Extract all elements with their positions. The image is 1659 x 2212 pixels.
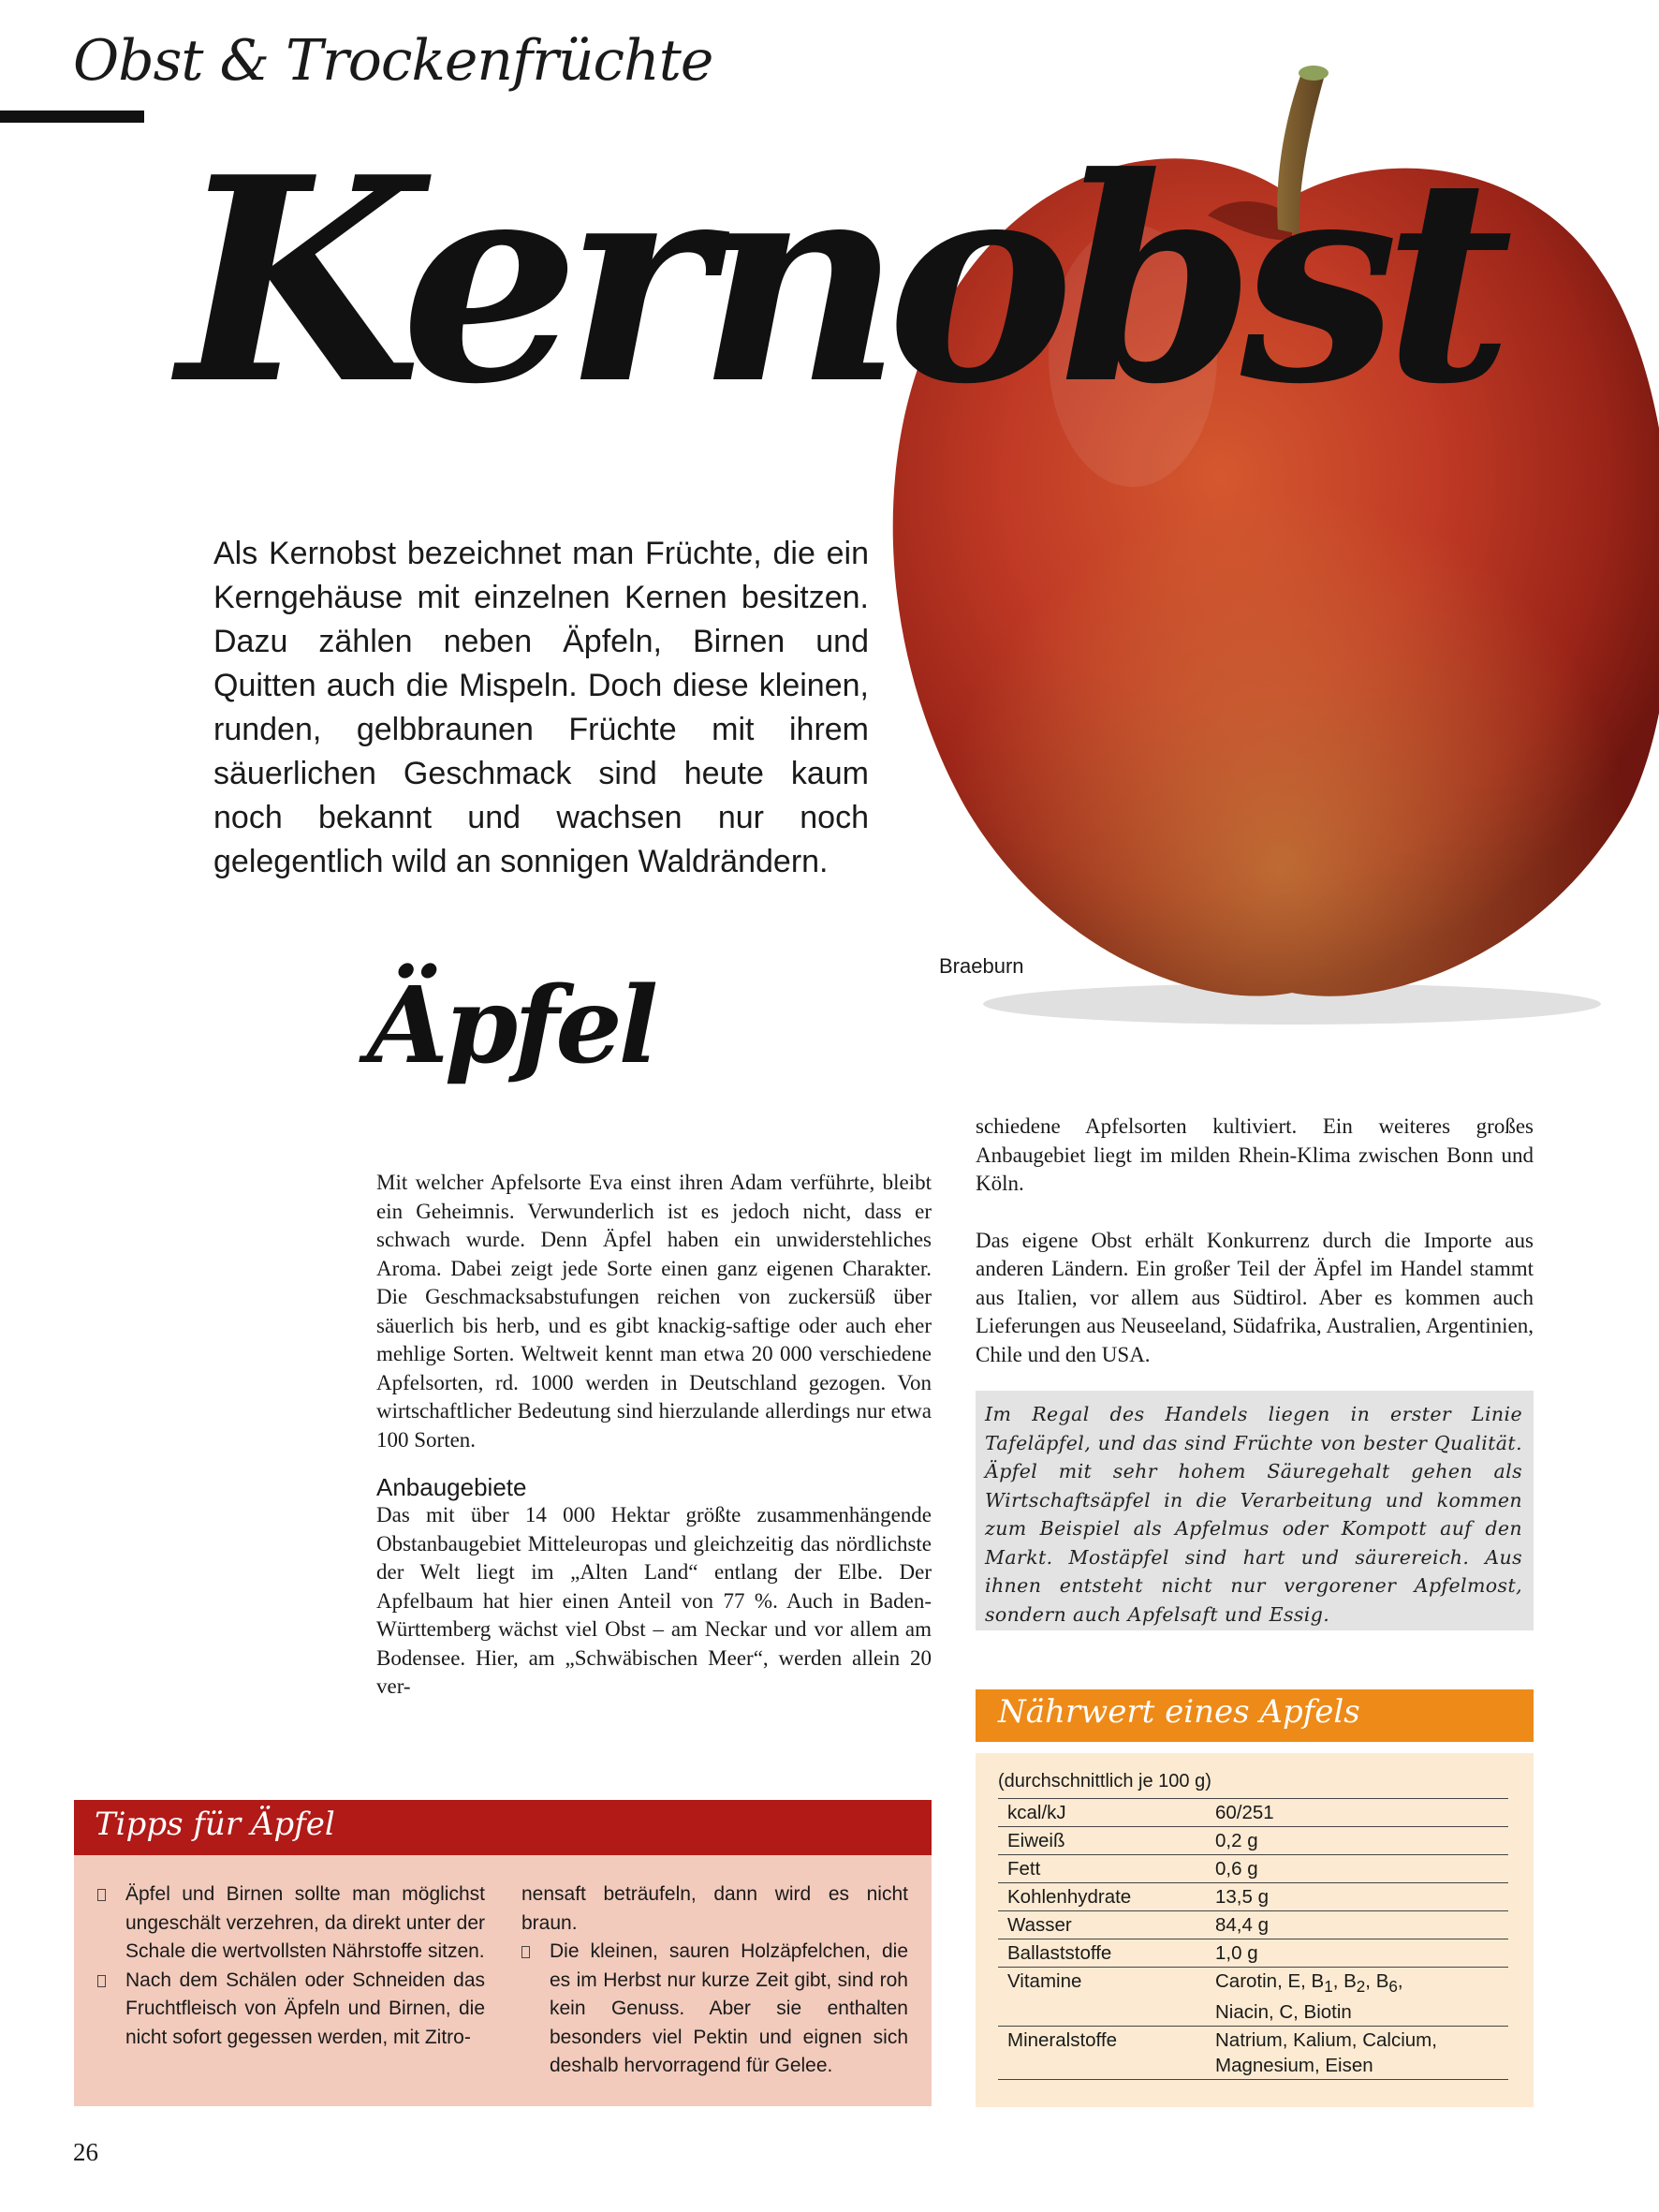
table-row: [998, 1968, 1508, 2027]
image-caption: Braeburn: [939, 954, 1024, 978]
table-row: [998, 1883, 1508, 1911]
nutrient-value: 60/251: [1206, 1799, 1508, 1827]
tip-item: [97, 1880, 485, 1967]
header-rule: [0, 111, 144, 123]
table-row: [998, 1827, 1508, 1855]
nutrient-label: Vitamine: [998, 1968, 1206, 2027]
tip-text: nensaft beträufeln, dann wird es nicht braun.: [521, 1883, 908, 1934]
vitamin-text: Carotin, E, B: [1215, 1970, 1325, 1992]
bullet-icon: [97, 1889, 106, 1901]
nutrition-title: Nährwert eines Apfels: [998, 1693, 1360, 1731]
nutrient-label: kcal/kJ: [998, 1799, 1206, 1827]
tips-column-1: [97, 1880, 485, 2052]
tip-text: Die kleinen, sauren Holzäpfelchen, die es im Herbst nur kurze Zeit gibt, sind roh kein Genuss. Aber sie enthalten besonders viel Pektin und eignen sich deshalb hervorragend für Gelee.: [550, 1940, 908, 2076]
nutrient-label: Ballaststoffe: [998, 1939, 1206, 1968]
body-paragraph: Das mit über 14 000 Hektar größte zusammenhängende Obstanbaugebiet Mitteleuropas und gleichzeitig das nördlichste der Welt liegt im „Alten Land“ entlang der Elbe. Der Apfelbaum hat hier einen Anteil von 77 %. Auch in Baden-Württemberg wächst viel Obst – am Neckar und vor allem am Bodensee. Hier, am „Schwäbischen Meer“, werden allein 20 ver-: [376, 1503, 932, 1698]
body-paragraph: Mit welcher Apfelsorte Eva einst ihren Adam verführte, bleibt ein Geheimnis. Verwunderlich ist es jedoch nicht, dass er schwach wurde. Denn Äpfel haben ein unwiderstehliches Aroma. Dabei zeigt jede Sorte einen ganz eigenen Charakter. Die Geschmacksabstufungen reichen von zuckersüß über säuerlich bis herb, und es gibt knackig-saftige oder auch eher mehlige Sorten. Weltweit kennt man etwa 20 000 verschiedene Apfelsorten, rd. 1000 werden in Deutschland gezogen. Von wirtschaftlicher Bedeutung sind hierzulande allerdings nur etwa 100 Sorten.: [376, 1171, 932, 1452]
nutrition-header: [976, 1689, 1534, 1742]
intro-paragraph: Als Kernobst bezeichnet man Früchte, die ein Kerngehäuse mit einzelnen Kernen besitzen. Dazu zählen neben Äpfeln, Birnen und Quitten auch die Mispeln. Doch diese kleinen, runden, gelbbraunen Früchte mit ihrem säuerlichen Geschmack sind heute kaum noch bekannt und wachsen nur noch gelegentlich wild an sonnigen Waldrändern.: [213, 536, 869, 879]
nutrient-value: 1,0 g: [1206, 1939, 1508, 1968]
vitamin-text: ,: [1397, 1970, 1403, 1992]
body-column-1: [376, 1169, 932, 1702]
nutrient-value: 84,4 g: [1206, 1911, 1508, 1939]
body-column-2: [976, 1113, 1534, 1369]
table-row: [998, 1855, 1508, 1883]
tip-text: Nach dem Schälen oder Schneiden das Fruchtfleisch von Äpfeln und Birnen, die nicht sofort gegessen werden, mit Zitro-: [125, 1969, 485, 2048]
nutrient-value: [1206, 1968, 1508, 2027]
mineral-text: Natrium, Kalium, Calcium,: [1215, 2029, 1437, 2052]
nutrient-label: Kohlenhydrate: [998, 1883, 1206, 1911]
main-title: Kernobst: [178, 115, 1499, 446]
tips-column-2: [521, 1880, 908, 2081]
tip-text: Äpfel und Birnen sollte man möglichst ungeschält verzehren, da direkt unter der Schale die wertvollsten Nährstoffe sitzen.: [125, 1883, 485, 1962]
subscript: 1: [1324, 1978, 1333, 1997]
body-paragraph: schiedene Apfelsorten kultiviert. Ein weiteres großes Anbaugebiet liegt im milden Rhein-Klima zwischen Bonn und Köln.: [976, 1114, 1534, 1195]
table-row: [998, 2027, 1508, 2080]
nutrient-value: 0,6 g: [1206, 1855, 1508, 1883]
tip-item: [97, 1967, 485, 2053]
body-paragraph: Das eigene Obst erhält Konkurrenz durch die Importe aus anderen Ländern. Ein großer Teil der Äpfel im Handel stammt aus Italien, vor allem aus Südtirol. Aber es kommen auch Lieferungen aus Neuseeland, Südafrika, Australien, Argentinien, Chile und den USA.: [976, 1228, 1534, 1366]
tips-title: Tipps für Äpfel: [95, 1806, 335, 1843]
vitamin-text: , B: [1365, 1970, 1389, 1992]
nutrient-value: 0,2 g: [1206, 1827, 1508, 1855]
subscript: 2: [1356, 1978, 1366, 1997]
nutrition-table: [998, 1798, 1508, 2080]
table-row: [998, 1939, 1508, 1968]
section-title: Obst & Trockenfrüchte: [73, 28, 713, 94]
table-row: [998, 1911, 1508, 1939]
nutrient-value: [1206, 2027, 1508, 2080]
tip-item: [521, 1938, 908, 2081]
nutrient-label: Wasser: [998, 1911, 1206, 1939]
mineral-text-line2: Magnesium, Eisen: [1215, 2055, 1373, 2077]
nutrition-note: (durchschnittlich je 100 g): [998, 1771, 1211, 1792]
subscript: 6: [1388, 1978, 1398, 1997]
tip-item-continued: [521, 1880, 908, 1938]
bullet-icon: [521, 1946, 530, 1958]
vitamin-text-line2: Niacin, C, Biotin: [1215, 2001, 1352, 2024]
tips-header: [74, 1800, 932, 1855]
info-box: Im Regal des Handels liegen in erster Linie Tafeläpfel, und das sind Früchte von bester Qualität. Äpfel mit sehr hohem Säuregehalt gehen als Wirtschaftsäpfel in die Verarbeitung und kommen zum Beispiel als Apfelmus oder Kompott auf den Markt. Mostäpfel sind hart und säurereich. Aus ihnen entsteht nicht nur vergorener Apfelmost, sondern auch Apfelsaft und Essig.: [976, 1391, 1534, 1630]
nutrient-label: Eiweiß: [998, 1827, 1206, 1855]
bullet-icon: [97, 1975, 106, 1987]
nutrient-label: Mineralstoffe: [998, 2027, 1206, 2080]
table-row: [998, 1799, 1508, 1827]
nutrient-value: 13,5 g: [1206, 1883, 1508, 1911]
vitamin-text: , B: [1332, 1970, 1357, 1992]
apfel-heading: Äpfel: [367, 965, 655, 1087]
subheading-anbaugebiete: Anbaugebiete: [376, 1473, 527, 1501]
page-number: 26: [73, 2138, 98, 2166]
nutrient-label: Fett: [998, 1855, 1206, 1883]
